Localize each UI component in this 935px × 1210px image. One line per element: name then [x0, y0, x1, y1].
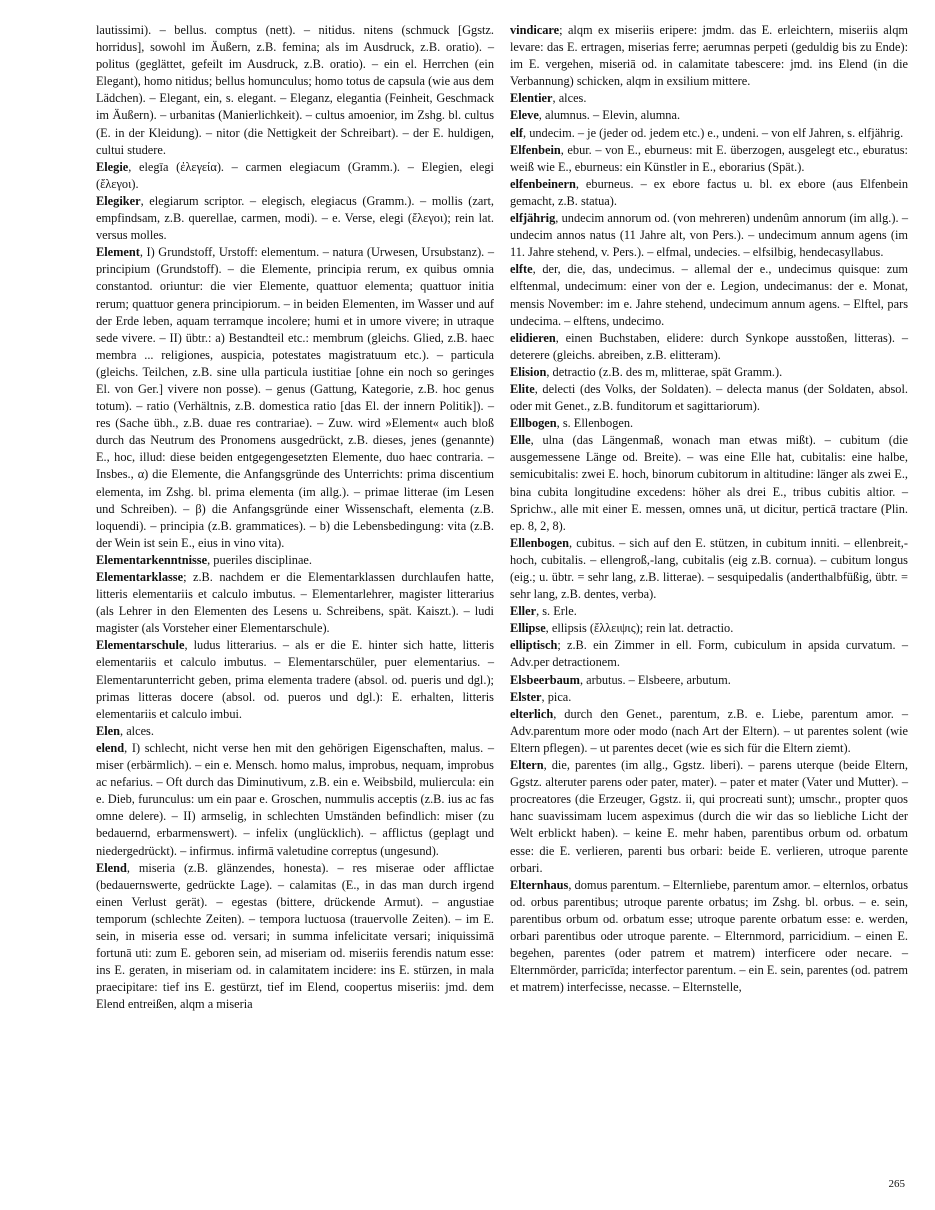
dictionary-entry: Eleve, alumnus. – Elevin, alumna.	[510, 108, 681, 123]
dictionary-entry: Ellbogen, s. Ellenbogen.	[510, 416, 634, 431]
dictionary-entry: lautissimi). – bellus. comptus (nett). – nitidus. nitens (schmuck [Ggstz. horridus], sowohl im Äußern, z.B. femina; als im Ausdruck, z.B. oratio). – politus (geglättet, gefeilt im Ausdruck, z.B. oratio). – ein el. Herrchen (ein Elegant), homo nitidus; bellus homunculus; homo totus de capsula (wie aus dem Lädchen). – Elegant, ein, s. elegant. – Eleganz, elegantia (Feinheit, Geschmack im Äußern). – urbanitas (Manierlichkeit). – cultus amoenior, im Zshg. bl. cultus (E. in der Kleidung). – nitor (die Nettigkeit der Schreibart). – der E. huldigen, cultui studere.	[96, 23, 494, 157]
dictionary-entry: Eltern, die, parentes (im allg., Ggstz. liberi). – parens uterque (beide Eltern, Ggstz. alteruter parens oder pater, mater). – pater et mater (Vater und Mutter). – procreatores (die Erzeuger, Ggstz. ii, qui procreati sunt); umschr., propter quos hanc suavissimam lucem aspeximus (durch die wir das so liebliche Licht der Welt erblickt haben). – keine E. mehr haben, parentibus orbum od. orbatum esse: die E. verlieren, parenti bus orbari: beide E. verlieren, utroque parente orbari.	[510, 758, 908, 875]
dictionary-entry: elliptisch; z.B. ein Zimmer in ell. Form, cubiculum in apsida curvatum. – Adv.per detractionem.	[510, 638, 908, 670]
dictionary-entry: Elementarkenntnisse, pueriles disciplinae.	[96, 552, 312, 567]
dictionary-entry: Elegiker, elegiarum scriptor. – elegisch, elegiacus (Gramm.). – mollis (zart, empfindsam, z.B. querellae, carmen, modi). – e. Verse, elegi (ἔλεγοι); rein lat. versus molles.	[96, 193, 494, 243]
dictionary-entry: Elentier, alces.	[510, 91, 587, 106]
dictionary-entry: Elend, miseria (z.B. glänzendes, honesta). – res miserae oder afflictae (bedauernswerte, gedrückte Lage). – calamitas (E., in das man durch irgend einen Verlust gerät). – egestas (bittere, drückende Armut). – angustiae temporum (schlechte Zeiten). – tempora luctuosa (trauervolle Zeiten). – im E. sein, in miseria esse od. versari; in summa infelicitate versari; iniquissimā fortunā uti: zum E. geboren sein, ad miseriam od. miseriis ferendis natum esse: ins E. geraten, in miseriam od. in calamitatem incidere: ins E. stürzen, in mala praecipitare: tief ins E. gestürzt, tief im Elend, coopertus miseriis: jmd. dem Elend entreißen, alqm a miseria	[96, 860, 494, 1012]
dictionary-entry: elfjährig, undecim annorum od. (von mehreren) undenûm annorum (im allg.). – undecim annos natus (11 Jahre alt, von Pers.). – undecimum annum agens (im 11. Jahre stehend, v. Pers.). – elfmal, undecies. – elfsilbig, hendecasyllabus.	[510, 211, 908, 260]
right-column	[510, 22, 908, 996]
dictionary-entry: Elite, delecti (des Volks, der Soldaten). – delecta manus (der Soldaten, absol. oder mit Genet., z.B. funditorum et sagittariorum).	[510, 381, 908, 414]
dictionary-entry: Elle, ulna (das Längenmaß, wonach man etwas mißt). – cubitum (die ausgemessene Länge od. Breite). – was eine Elle hat, cubitalis: eine halbe, semicubitalis: zwei E. hoch, binorum cubitorum in altitudine: länger als zwei E., bina cubita longitudine excedens: höher als drei E., tribus cubitis altior. – Sprichw., alle mit einer E. messen, omnes unā, ut dicitur, perticā tractare (Plin. ep. 8, 2, 8).	[510, 433, 908, 533]
dictionary-entry: Elsbeerbaum, arbutus. – Elsbeere, arbutum.	[510, 672, 731, 687]
dictionary-entry: Ellipse, ellipsis (ἔλλειψις); rein lat. detractio.	[510, 621, 734, 636]
dictionary-entry: Elementarschule, ludus litterarius. – als er die E. hinter sich hatte, litteris elementariis et calculo imbutus. – Elementarschüler, puer elementarius. – Elementarunterricht geben, prima elementa tradere (absol. od. pueris und dgl.); primas litteras docere (absol. od. pueros und dgl.): E. erhalten, litteris elementariis et calculo imbui.	[96, 638, 494, 721]
dictionary-entry: Elen, alces.	[96, 723, 154, 738]
dictionary-entry: Eller, s. Erle.	[510, 604, 577, 619]
dictionary-entry: elfte, der, die, das, undecimus. – allemal der e., undecimus quisque: zum elftenmal, undecimum: einer von der e. Legion, undecimanus: der e. Monat, mensis November: im e. Jahre stehend, undecimum annum agens. – Elftel, pars undecima. – elftens, undecimo.	[510, 262, 908, 328]
dictionary-entry: Element, I) Grundstoff, Urstoff: elementum. – natura (Urwesen, Ursubstanz). – principium (Grundstoff). – die Elemente, principia rerum, ex quibus omnia constantod. oriuntur: die vier Elemente, quattuor elementa; quattuor initia rerum; quattuor genera principiorum. – in beiden Elementen, im Wasser und auf der Erde leben, aquam terramque incolere; humi et in umore vivere; in utraque sede vivere. – II) übtr.: a) Bestandteil etc.: membrum (gleichs. Glied, z.B. haec membra ... religiones, auspicia, potestates magistratuum etc.). – particula (gleichs. Teilchen, z.B. sine ulla particula iustitiae [ohne ein noch so geringes El. von Ger.] vivere non posse). – genus (Gattung, Kategorie, z.B. hoc genus totum). – ratio (Verhältnis, z.B. domestica ratio [das El. der innern Politik]). – res (Sache übh., z.B. duae res contrariae). – Zuw. wird »Element« auch bloß durch das Neutrum des Pronomens ausgedrückt, z.B. dieses, jenes (genannte) E., hoc, illud: diese beiden entgegengesetzten Elemente, duo haec contraria. – Insbes., α) die Elemente, die Anfangsgründe des Unterrichts: prima discentium elementa, im Zshg. bl. prima elementa (im allg.). – primae litterae (im Lesen und Schreiben). – β) die Anfangsgründe einer Wissenschaft, elementa (z.B. loquendi). – principia (z.B. grammatices). – b) die Lebensbedingung: vita (z.B. der Wein ist sein E., eius in vino vita).	[96, 245, 494, 550]
dictionary-entry: Ellenbogen, cubitus. – sich auf den E. stützen, in cubitum inniti. – ellenbreit,-hoch, cubitalis. – ellengroß,-lang, cubitalis (eig z.B. cornua). – cubitum longus (eig.; u. übtr. = sehr lang, z.B. litterae). – sesquipedalis (anderthalbfüßig, übtr. = sehr lang, z.B. dentes, verba).	[510, 535, 908, 602]
dictionary-entry: elf, undecim. – je (jeder od. jedem etc.) e., undeni. – von elf Jahren, s. elfjährig.	[510, 125, 904, 140]
dictionary-entry: Elster, pica.	[510, 689, 572, 704]
dictionary-entry: elfenbeinern, eburneus. – ex ebore factus u. bl. ex ebore (aus Elfenbein gemacht, z.B. statua).	[510, 176, 908, 208]
dictionary-entry: Elfenbein, ebur. – von E., eburneus: mit E. überzogen, ausgelegt etc., eburatus: weiß wie E., eburneus: ein Künstler in E., eborarius (Spät.).	[510, 142, 908, 174]
dictionary-entry: Elementarklasse; z.B. nachdem er die Elementarklassen durchlaufen hatte, litteris elementariis et calculo imbutus. – Elementarlehrer, magister litterarius (als Lehrer in den Elementen des Lesens u. Schreibens, spät. Kaiszt.). – ludi magister (als Vorsteher einer Elementarschule).	[96, 570, 494, 636]
dictionary-entry: vindicare; alqm ex miseriis eripere: jmdm. das E. erleichtern, miseriis alqm levare: das E. ertragen, miserias ferre; aerumnas perpeti (geduldig bis zu Ende): im E. vergehen, miseriā od. in calamitate tabescere: jmd. ins Elend (in die Verbannung) schicken, alqm in exsilium mittere.	[510, 23, 908, 89]
dictionary-entry: elend, I) schlecht, nicht verse hen mit den gehörigen Eigenschaften, malus. – miser (erbärmlich). – ein e. Mensch. homo malus, improbus, nequam, improbus ac nefarius. – Oft durch das Diminutivum, z.B. ein e. Weibsbild, muliercula: ein e. Dieb, furunculus: um ein paar e. Groschen, nummulis acceptis (z.B. ius ac fas omne delere). – II) armselig, in schlechten Umständen befindlich: miser (zu bedauernd, erbarmenswert). – infelix (unglücklich). – afflictus (geplagt und niedergedrückt). – infirmus. infirmā valetudine correptus (ungesund).	[96, 740, 494, 858]
left-column	[96, 22, 494, 1013]
page-number: 265	[888, 1178, 905, 1190]
dictionary-entry: elidieren, einen Buchstaben, elidere: durch Synkope ausstoßen, litteras). – deterere (gleichs. abreiben, z.B. elitteram).	[510, 330, 908, 362]
dictionary-entry: elterlich, durch den Genet., parentum, z.B. e. Liebe, parentum amor. – Adv.parentum more oder modo (nach Art der Eltern). – ut parentes solent (wie Eltern pflegen). – ut parentes decet (wie es sich für die Eltern ziemt).	[510, 706, 908, 755]
dictionary-entry: Elegie, elegīa (ἐλεγεία). – carmen elegiacum (Gramm.). – Elegien, elegi (ἔλεγοι).	[96, 159, 494, 191]
dictionary-entry: Elternhaus, domus parentum. – Elternliebe, parentum amor. – elternlos, orbatus od. orbus parentibus; utroque parente orbatus; im Zshg. bl. orbus. – e. sein, parentibus orbum od. orbatum esse; utroque parente orbatum esse: e. werden, orbari parentibus oder utroque parente. – Elternmord, parricidium. – einen E. begehen, parentes (oder patrem et matrem) interficere oder necare. – Elternmörder, parricīda; interfector parentum. – ein E. sein, parentes (od. patrem et matrem) interfecisse, necasse. – Elternstelle,	[510, 877, 908, 995]
dictionary-entry: Elision, detractio (z.B. des m, mlitterae, spät Gramm.).	[510, 364, 783, 379]
